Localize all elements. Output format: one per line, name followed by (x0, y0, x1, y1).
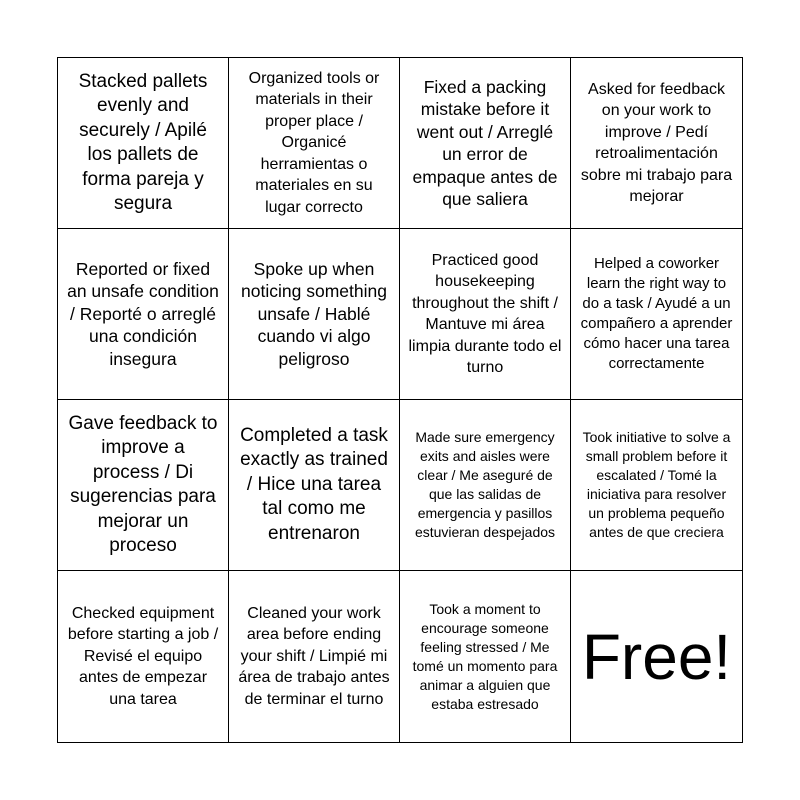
cell-text: Checked equipment before starting a job / Revisé el equipo antes de empezar una tarea (67, 604, 219, 708)
bingo-cell[interactable] (58, 400, 229, 571)
cell-text: Took initiative to solve a small problem before it escalated / Tomé la iniciativa para resolver un problema pequeño antes de que creciera (582, 429, 731, 540)
bingo-cell[interactable] (58, 58, 229, 229)
cell-text: Asked for feedback on your work to improve / Pedí retroalimentación sobre mi trabajo para mejorar (580, 80, 733, 205)
free-space-text: Free! (581, 620, 732, 693)
bingo-cell[interactable] (229, 58, 400, 229)
cell-text: Made sure emergency exits and aisles were clear / Me aseguré de que las salidas de emergencia y pasillos estuvieran despejados (414, 429, 556, 540)
cell-text: Stacked pallets evenly and securely / Apilé los pallets de forma pareja y segura (78, 70, 208, 214)
bingo-cell[interactable] (400, 571, 571, 742)
cell-text: Gave feedback to improve a process / Di sugerencias para mejorar un proceso (68, 412, 218, 556)
bingo-cell[interactable] (400, 58, 571, 229)
cell-text: Cleaned your work area before ending your shift / Limpié mi área de trabajo antes de terminar el turno (238, 604, 390, 708)
bingo-cell[interactable] (400, 400, 571, 571)
cell-text: Fixed a packing mistake before it went out / Arreglé un error de empaque antes de que saliera (412, 76, 558, 209)
bingo-board (57, 57, 743, 743)
cell-text: Helped a coworker learn the right way to do a task / Ayudé a un compañero a aprender cómo hacer una tarea correctamente (580, 255, 733, 372)
free-space-cell[interactable] (571, 571, 742, 742)
bingo-cell[interactable] (58, 229, 229, 400)
cell-text: Organized tools or materials in their proper place / Organicé herramientas o materiales en su lugar correcto (248, 69, 380, 216)
bingo-cell[interactable] (571, 400, 742, 571)
bingo-cell[interactable] (229, 400, 400, 571)
bingo-cell[interactable] (571, 229, 742, 400)
bingo-cell[interactable] (400, 229, 571, 400)
cell-text: Took a moment to encourage someone feeling stressed / Me tomé un momento para animar a alguien que estaba estresado (412, 600, 558, 712)
cell-text: Spoke up when noticing something unsafe / Hablé cuando vi algo peligroso (241, 258, 387, 369)
cell-text: Reported or fixed an unsafe condition / Reporté o arreglé una condición insegura (67, 258, 219, 369)
bingo-cell[interactable] (58, 571, 229, 742)
cell-text: Practiced good housekeeping throughout the shift / Mantuve mi área limpia durante todo el turno (408, 251, 562, 376)
bingo-cell[interactable] (571, 58, 742, 229)
cell-text: Completed a task exactly as trained / Hice una tarea tal como me entrenaron (240, 424, 388, 544)
bingo-cell[interactable] (229, 229, 400, 400)
bingo-cell[interactable] (229, 571, 400, 742)
